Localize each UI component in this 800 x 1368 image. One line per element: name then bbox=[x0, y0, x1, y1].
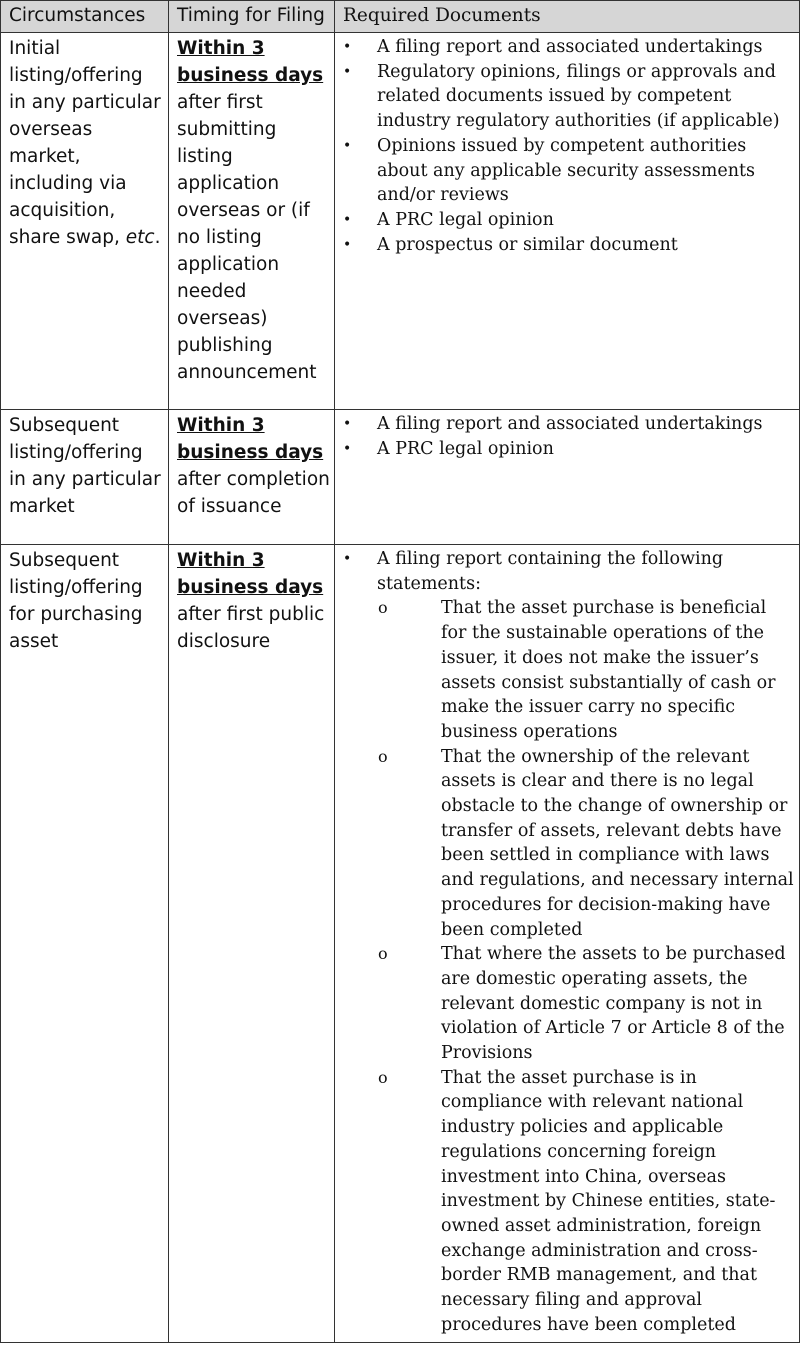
circle-bullet-icon: o bbox=[378, 598, 388, 618]
bullet-icon: • bbox=[343, 39, 352, 55]
list-item: o That where the assets to be purchased are domestic operating assets, the relevant domestic company is not in violation of Article 7 or Article 8 of the Provisions bbox=[378, 944, 786, 1064]
circumstance-end: . bbox=[154, 227, 161, 248]
timing-detail: after first submitting listing application overseas or (if no listing application needed overseas) publishing announcement bbox=[177, 92, 317, 383]
documents-list bbox=[341, 547, 797, 1338]
table-row bbox=[1, 545, 800, 1343]
header-circumstances: Circumstances bbox=[1, 1, 169, 33]
bullet-icon: • bbox=[343, 211, 352, 228]
statements-sublist bbox=[341, 596, 797, 1337]
table-header-row bbox=[1, 1, 800, 33]
timing-cell bbox=[169, 33, 335, 410]
circumstance-cell: Subsequent listing/offering in any particular market bbox=[1, 410, 169, 545]
bullet-icon: • bbox=[343, 137, 352, 154]
circumstance-cell bbox=[1, 33, 169, 410]
documents-cell bbox=[335, 33, 800, 410]
documents-list bbox=[341, 35, 797, 257]
bullet-icon: • bbox=[343, 63, 352, 80]
timing-deadline: Within 3 business days bbox=[177, 38, 324, 86]
list-item: • A filing report and associated undertakings bbox=[341, 412, 797, 437]
table-row bbox=[1, 33, 800, 410]
bullet-icon: • bbox=[343, 551, 352, 567]
circle-bullet-icon: o bbox=[378, 746, 388, 766]
circumstance-text: Initial listing/offering in any particular overseas market, including via acquisition, share swap, bbox=[9, 38, 161, 248]
timing-cell bbox=[169, 410, 335, 545]
list-item: o That the asset purchase is beneficial for the sustainable operations of the issuer, it does not make the issuer’s assets consist substantially of cash or make the issuer carry no specific business operations bbox=[378, 598, 776, 742]
header-documents: Required Documents bbox=[335, 1, 800, 33]
bullet-icon: • bbox=[343, 440, 352, 457]
circle-bullet-icon: o bbox=[378, 1067, 388, 1087]
list-item: • Regulatory opinions, filings or approvals and related documents issued by competent industry regulatory authorities (if applicable) bbox=[343, 61, 780, 132]
timing-cell bbox=[169, 545, 335, 1343]
circumstance-italic: etc bbox=[125, 227, 155, 248]
list-item: • A filing report and associated undertakings bbox=[341, 35, 797, 60]
bullet-icon: • bbox=[343, 416, 352, 432]
circle-bullet-icon: o bbox=[378, 944, 388, 964]
list-item: • A PRC legal opinion bbox=[341, 437, 797, 462]
list-item: • A prospectus or similar document bbox=[341, 233, 797, 258]
list-item: o That the asset purchase is in compliance with relevant national industry policies and applicable regulations concerning foreign investment into China, overseas investment by Chinese entities, state-owned asset administration, foreign exchange administration and cross-border RMB management, and that necessary filing and approval procedures have been completed bbox=[378, 1067, 776, 1335]
list-item: o That the ownership of the relevant assets is clear and there is no legal obstacle to the change of ownership or transfer of assets, relevant debts have been settled in compliance with laws and regulations, and necessary internal procedures for decision-making have been completed bbox=[378, 746, 794, 940]
timing-detail: after completion of issuance bbox=[177, 469, 330, 517]
table-row bbox=[1, 410, 800, 545]
timing-deadline: Within 3 business days bbox=[177, 415, 324, 463]
documents-cell bbox=[335, 545, 800, 1343]
circumstance-cell: Subsequent listing/offering for purchasing asset bbox=[1, 545, 169, 1343]
documents-cell bbox=[335, 410, 800, 545]
timing-deadline: Within 3 business days bbox=[177, 550, 324, 598]
header-timing: Timing for Filing bbox=[169, 1, 335, 33]
bullet-icon: • bbox=[343, 236, 352, 253]
list-item: • A PRC legal opinion bbox=[341, 208, 797, 233]
list-item: • Opinions issued by competent authorities about any applicable security assessments and/or reviews bbox=[343, 135, 755, 206]
timing-detail: after first public disclosure bbox=[177, 604, 325, 652]
list-item: • A filing report containing the following statements: o That the asset purchase is beneficial for the sustainable operations of the issuer, it does not make the issuer’s assets consist substantially of cash or make the issuer carry no specific business operations o That the ownership of the relevant assets is clear and there is no legal obstacle to the change of ownership or transfer of assets, relevant debts have been settled in compliance with laws and regulations, and necessary internal procedures for decision-making have been completed o That where the assets to be purchased are domestic operating assets, the relevant domestic company is not in violation of Article 7 or Article 8 of the Provisions o That the asset purchase is in compliance with relevant national industry policies and applicable regulations concerning foreign investment into China, overseas investment by Chinese entities, state-owned asset administration, foreign exchange administration and cross-border RMB management, and that necessary filing and approval procedures have been completed bbox=[341, 547, 797, 1338]
documents-list bbox=[341, 412, 797, 461]
